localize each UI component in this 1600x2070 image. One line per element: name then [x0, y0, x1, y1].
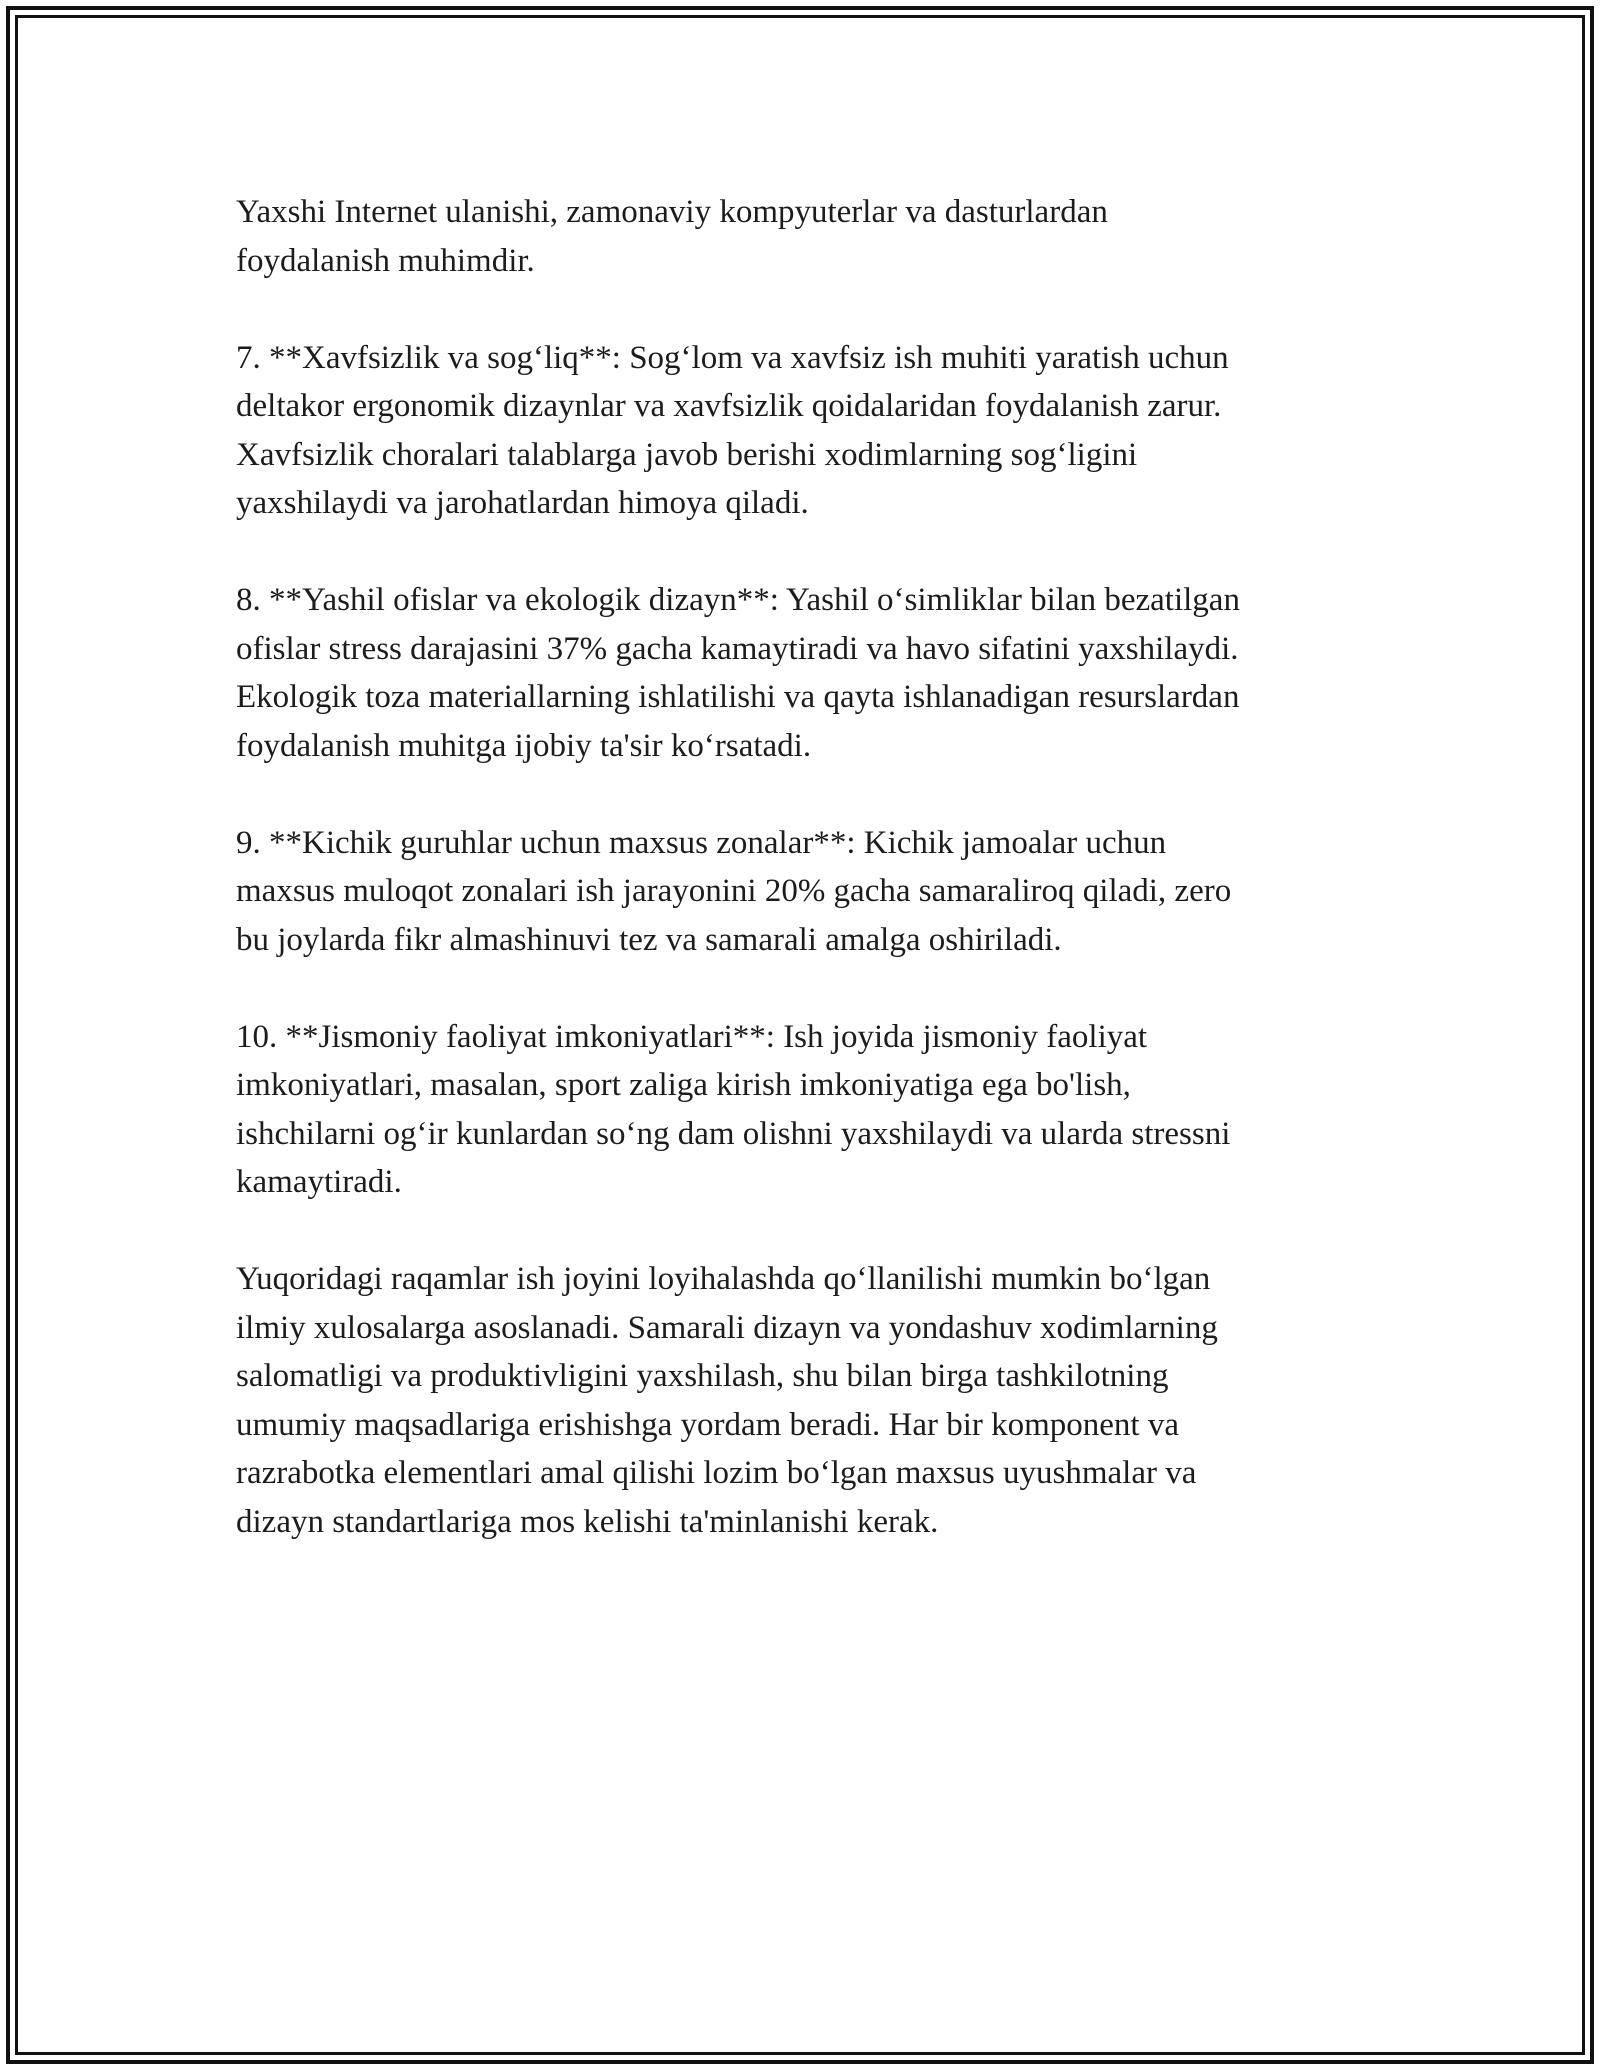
paragraph-green-offices: 8. **Yashil ofislar va ekologik dizayn**: Yashil o‘simliklar bilan bezatilgan ofislar stress darajasini 37% gacha kamaytiradi va havo sifatini yaxshilaydi. Ekologik toza materiallarning ishlatilishi va qayta ishlanadigan resurslardan foydalanish muhitga ijobiy ta'sir ko‘rsatadi.	[236, 582, 1240, 764]
paragraph-internet: Yaxshi Internet ulanishi, zamonaviy kompyuterlar va dasturlardan foydalanish muhimdir.	[236, 194, 1108, 279]
paragraph-physical-activity: 10. **Jismoniy faoliyat imkoniyatlari**: Ish joyida jismoniy faoliyat imkoniyatlari, masalan, sport zaliga kirish imkoniyatiga ega bo'lish, ishchilarni og‘ir kunlardan so‘ng dam olishni yaxshilaydi va ularda stressni kamaytiradi.	[236, 1018, 1231, 1200]
paragraph-small-group-zones: 9. **Kichik guruhlar uchun maxsus zonalar**: Kichik jamoalar uchun maxsus muloqot zonalari ish jarayonini 20% gacha samaraliroq qiladi, zero bu joylarda fikr almashinuvi tez va samarali amalga oshiriladi.	[236, 824, 1232, 958]
paragraph-conclusion: Yuqoridagi raqamlar ish joyini loyihalashda qo‘llanilishi mumkin bo‘lgan ilmiy xulosalarga asoslanadi. Samarali dizayn va yondashuv xodimlarning salomatligi va produktivligini yaxshilash, shu bilan birga tashkilotning umumiy maqsadlariga erishishga yordam beradi. Har bir komponent va razrabotka elementlari amal qilishi lozim bo‘lgan maxsus uyushmalar va dizayn standartlariga mos kelishi ta'minlanishi kerak.	[236, 1261, 1218, 1540]
paragraph-safety-health: 7. **Xavfsizlik va sog‘liq**: Sog‘lom va xavfsiz ish muhiti yaratish uchun deltakor ergonomik dizaynlar va xavfsizlik qoidalaridan foydalanish zarur. Xavfsizlik choralari talablarga javob berishi xodimlarning sog‘ligini yaxshilaydi va jarohatlardan himoya qiladi.	[236, 339, 1229, 521]
document-body	[236, 188, 1386, 1595]
